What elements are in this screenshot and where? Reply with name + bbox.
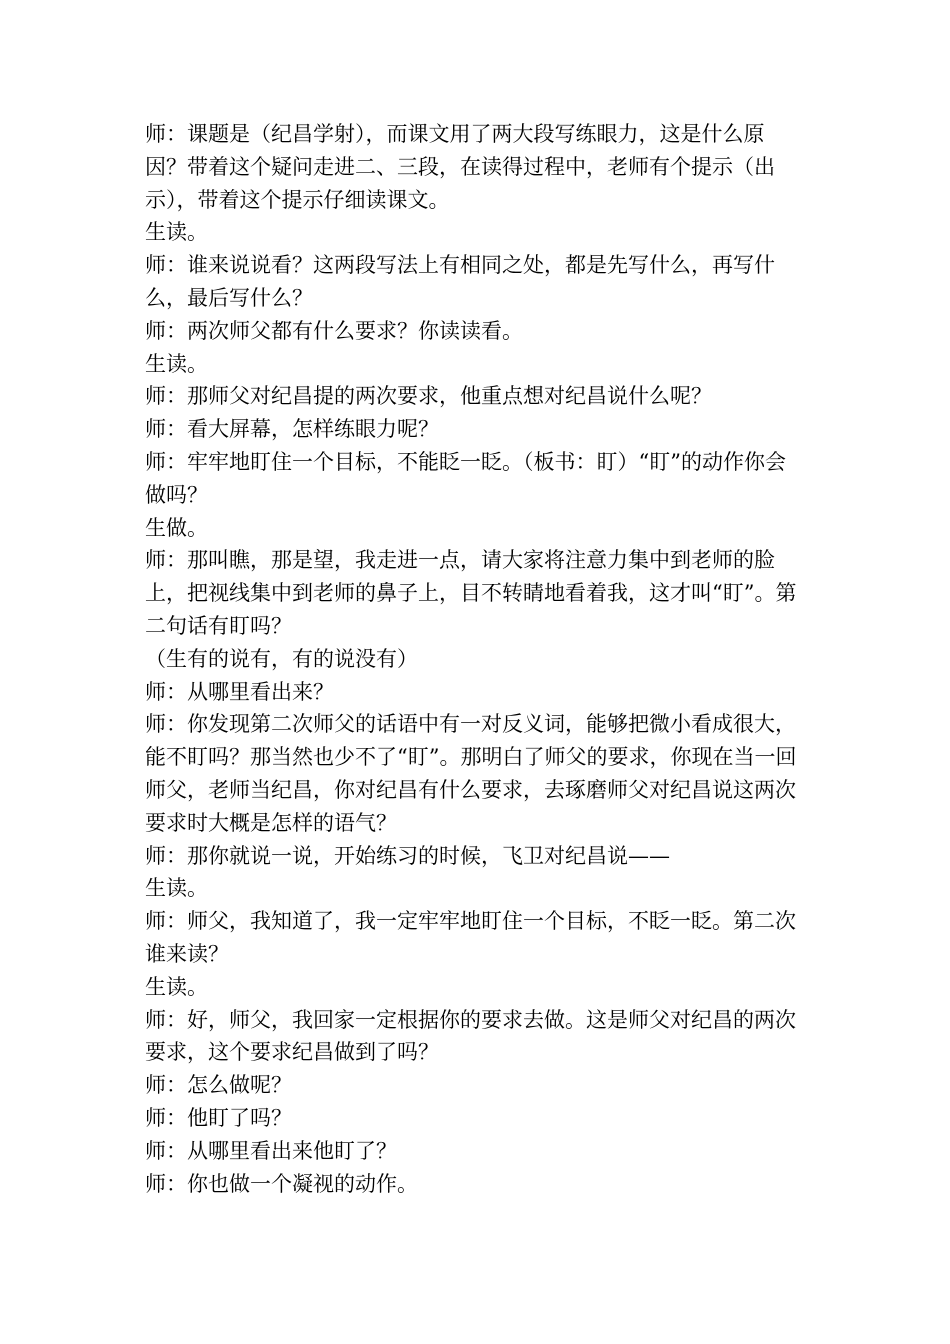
paragraph: 师：好，师父，我回家一定根据你的要求去做。这是师父对纪昌的两次要求，这个要求纪昌做到了吗？ <box>145 1007 796 1065</box>
paragraph: 师：看大屏幕，怎样练眼力呢？ <box>145 417 439 442</box>
paragraph: 师：牢牢地盯住一个目标，不能眨一眨。（板书：盯）“盯”的动作你会做吗？ <box>145 449 786 507</box>
paragraph: 师：你也做一个凝视的动作。 <box>145 1171 418 1196</box>
paragraph: 师：谁来说说看？这两段写法上有相同之处，都是先写什么，再写什么，最后写什么？ <box>145 253 775 310</box>
paragraph: 师：他盯了吗？ <box>145 1105 292 1130</box>
paragraph: 生做。 <box>145 515 208 540</box>
paragraph: （生有的说有，有的说没有） <box>145 646 418 671</box>
paragraph: 生读。 <box>145 974 208 999</box>
paragraph: 师：从哪里看出来？ <box>145 679 334 704</box>
paragraph: 师：那师父对纪昌提的两次要求，他重点想对纪昌说什么呢？ <box>145 384 712 409</box>
paragraph: 师：那叫瞧，那是望，我走进一点，请大家将注意力集中到老师的脸上，把视线集中到老师的鼻子上，目不转睛地看着我，这才叫“盯”。第二句话有盯吗？ <box>145 548 797 638</box>
paragraph: 师：两次师父都有什么要求？你读读看。 <box>145 318 523 343</box>
document-body <box>145 118 805 1200</box>
paragraph: 师：课题是（纪昌学射），而课文用了两大段写练眼力，这是什么原因？带着这个疑问走进二、三段，在读得过程中，老师有个提示（出示），带着这个提示仔细读课文。 <box>145 122 775 212</box>
paragraph: 生读。 <box>145 220 208 245</box>
paragraph: 师：师父，我知道了，我一定牢牢地盯住一个目标，不眨一眨。第二次谁来读？ <box>145 909 796 966</box>
paragraph: 师：你发现第二次师父的话语中有一对反义词，能够把微小看成很大，能不盯吗？那当然也少不了“盯”。那明白了师父的要求，你现在当一回师父，老师当纪昌，你对纪昌有什么要求，去琢磨师父对纪昌说这两次要求时大概是怎样的语气？ <box>145 712 797 835</box>
paragraph: 师：从哪里看出来他盯了？ <box>145 1138 397 1163</box>
paragraph: 师：那你就说一说，开始练习的时候，飞卫对纪昌说—— <box>145 843 670 868</box>
paragraph: 师：怎么做呢？ <box>145 1073 292 1098</box>
paragraph: 生读。 <box>145 876 208 901</box>
paragraph: 生读。 <box>145 351 208 376</box>
